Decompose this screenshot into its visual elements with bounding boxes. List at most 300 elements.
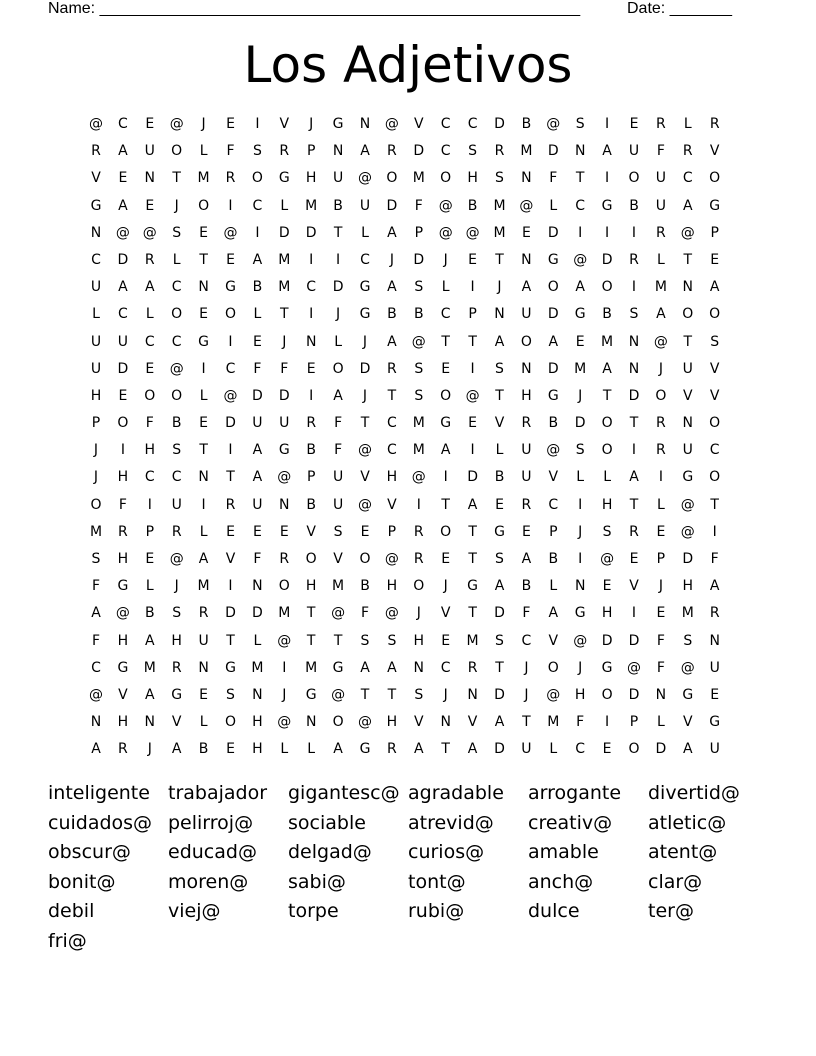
grid-letter: N (305, 714, 317, 731)
grid-letter: T (468, 523, 477, 540)
grid-letter: L (441, 279, 450, 296)
grid-letter: I (147, 496, 152, 513)
grid-letter: G (117, 578, 129, 595)
word-bank-row (48, 837, 788, 867)
grid-letter: V (360, 469, 370, 486)
grid-letter: L (92, 306, 100, 323)
grid-letter: T (441, 333, 450, 350)
grid-letter: L (656, 251, 665, 268)
grid-letter: D (467, 469, 478, 486)
grid-letter: I (605, 714, 610, 731)
grid-letter: U (682, 442, 693, 459)
grid-letter: J (524, 686, 529, 703)
word-bank-row (48, 867, 788, 897)
grid-letter: G (359, 279, 371, 296)
grid-letter: J (174, 197, 179, 214)
grid-letter: E (252, 333, 262, 350)
grid-letter: S (414, 360, 424, 377)
grid-letter: R (656, 116, 666, 132)
grid-letter: U (655, 197, 667, 214)
word-bank-item: agradable (408, 782, 504, 804)
grid-letter: N (521, 170, 532, 187)
grid-letter: T (226, 469, 235, 486)
grid-letter: S (495, 551, 504, 567)
grid-letter: R (656, 224, 666, 241)
grid-letter: V (225, 551, 236, 567)
grid-letter: V (629, 578, 639, 595)
grid-letter: C (709, 442, 720, 459)
grid-letter: B (144, 605, 155, 622)
grid-letter: M (197, 578, 210, 595)
grid-letter: O (332, 360, 344, 377)
grid-letter: S (226, 686, 235, 703)
grid-letter: A (467, 496, 478, 513)
grid-letter: U (252, 496, 263, 513)
grid-letter: R (467, 659, 478, 676)
grid-letter: S (575, 442, 585, 459)
grid-letter: E (199, 415, 209, 432)
grid-letter: I (470, 360, 475, 377)
grid-letter: O (117, 415, 129, 432)
grid-letter: B (494, 469, 505, 486)
grid-row (83, 193, 733, 220)
grid-letter: N (144, 170, 156, 187)
grid-letter: E (521, 523, 531, 540)
grid-letter: J (578, 387, 583, 404)
grid-letter: B (467, 197, 478, 214)
grid-letter: R (629, 251, 639, 268)
grid-letter: V (118, 686, 128, 703)
grid-letter: T (333, 632, 343, 649)
grid-letter: H (144, 442, 156, 459)
grid-letter: M (493, 197, 506, 214)
grid-letter: G (305, 686, 317, 703)
grid-letter: H (171, 632, 182, 649)
grid-letter: A (387, 333, 397, 350)
grid-letter: V (548, 632, 559, 649)
grid-letter: V (709, 143, 720, 160)
grid-letter: V (683, 714, 693, 731)
grid-letter: J (93, 469, 99, 486)
grid-letter: D (601, 251, 613, 268)
grid-letter: U (90, 360, 102, 377)
grid-letter: S (333, 523, 343, 540)
grid-letter: @ (384, 605, 399, 622)
grid-letter: @ (680, 523, 695, 540)
grid-letter: I (228, 333, 233, 350)
grid-letter: G (359, 306, 371, 323)
grid-letter: P (145, 523, 155, 540)
grid-letter: A (118, 197, 128, 214)
grid-letter: N (574, 143, 586, 160)
grid-letter: N (628, 333, 640, 350)
grid-letter: O (171, 387, 183, 404)
grid-letter: B (333, 197, 343, 214)
grid-letter: N (359, 116, 371, 132)
grid-row (83, 356, 733, 383)
grid-letter: S (172, 442, 182, 459)
grid-letter: U (682, 360, 693, 377)
grid-letter: M (197, 170, 210, 187)
grid-letter: D (117, 251, 129, 268)
grid-letter: @ (169, 116, 184, 132)
grid-letter: G (547, 387, 559, 404)
grid-letter: E (468, 251, 478, 268)
grid-letter: T (333, 224, 343, 241)
word-bank-item: divertid@ (648, 782, 740, 804)
grid-letter: R (279, 551, 290, 567)
grid-letter: O (601, 279, 613, 296)
grid-letter: P (306, 143, 316, 160)
grid-letter: U (252, 415, 263, 432)
grid-letter: M (251, 659, 264, 676)
word-bank-row (48, 896, 788, 926)
grid-letter: J (578, 523, 583, 540)
grid-letter: V (440, 605, 451, 622)
grid-letter: F (576, 714, 585, 731)
grid-letter: A (252, 442, 263, 459)
grid-row (83, 600, 733, 627)
word-bank-item: curios@ (408, 841, 485, 864)
grid-letter: B (521, 578, 532, 595)
grid-letter: S (575, 116, 585, 132)
word-bank-item: fri@ (48, 929, 87, 952)
grid-letter: D (682, 551, 694, 567)
grid-letter: @ (277, 469, 292, 486)
grid-letter: N (521, 360, 532, 377)
grid-letter: D (278, 387, 290, 404)
grid-letter: E (629, 551, 639, 567)
grid-letter: J (309, 116, 314, 132)
grid-letter: C (91, 251, 101, 268)
grid-letter: S (172, 605, 182, 622)
grid-letter: N (332, 143, 344, 160)
grid-row (83, 464, 733, 491)
grid-letter: L (361, 224, 369, 241)
grid-letter: L (549, 741, 558, 758)
grid-letter: V (171, 714, 182, 731)
grid-letter: I (309, 251, 314, 268)
grid-letter: @ (627, 659, 641, 676)
grid-letter: T (199, 251, 208, 268)
grid-letter: T (629, 496, 639, 513)
grid-letter: M (278, 605, 291, 622)
grid-letter: H (386, 714, 398, 731)
grid-letter: I (255, 116, 260, 132)
grid-letter: S (468, 143, 478, 160)
grid-letter: N (90, 224, 102, 241)
grid-letter: R (387, 143, 397, 160)
grid-letter: T (172, 170, 181, 187)
grid-letter: G (90, 197, 102, 214)
grid-letter: R (118, 523, 128, 540)
grid-letter: T (387, 387, 397, 404)
grid-letter: U (279, 415, 290, 432)
grid-letter: R (171, 523, 182, 540)
word-bank-item: atent@ (648, 841, 718, 864)
word-bank-item: cuidados@ (48, 811, 153, 834)
grid-letter: G (278, 442, 290, 459)
date-field-label: Date: _______ (627, 0, 732, 17)
grid-letter: T (710, 496, 719, 513)
grid-letter: @ (277, 714, 292, 731)
grid-letter: @ (546, 442, 561, 459)
grid-letter: I (255, 224, 260, 241)
grid-letter: S (495, 632, 504, 649)
grid-letter: C (144, 469, 155, 486)
grid-letter: G (225, 659, 236, 676)
grid-letter: I (443, 469, 448, 486)
grid-letter: J (443, 251, 448, 268)
grid-letter: @ (384, 116, 399, 132)
grid-letter: B (171, 415, 182, 432)
word-bank-item: dulce (528, 900, 580, 923)
grid-letter: A (145, 686, 155, 703)
grid-letter: H (305, 578, 317, 595)
grid-letter: M (654, 279, 667, 296)
grid-letter: B (521, 116, 532, 132)
grid-letter: E (656, 523, 666, 540)
grid-letter: H (467, 170, 478, 187)
word-bank-item: bonit@ (48, 870, 116, 893)
grid-letter: C (171, 469, 182, 486)
word-bank-item: creativ@ (528, 811, 613, 834)
grid-letter: D (547, 143, 559, 160)
grid-letter: A (683, 741, 693, 758)
grid-letter: A (145, 279, 155, 296)
grid-letter: A (360, 659, 370, 676)
grid-letter: E (521, 224, 531, 241)
grid-letter: E (145, 360, 155, 377)
grid-letter: O (709, 306, 721, 323)
grid-letter: D (547, 306, 559, 323)
grid-letter: S (91, 551, 101, 567)
grid-row (83, 682, 733, 709)
grid-letter: U (332, 170, 344, 187)
grid-letter: I (578, 224, 583, 241)
page-title: Los Adjetivos (243, 36, 573, 94)
grid-letter: C (360, 251, 370, 268)
grid-letter: L (172, 251, 181, 268)
grid-letter: G (682, 469, 694, 486)
grid-letter: @ (358, 170, 372, 187)
grid-letter: S (252, 143, 262, 160)
grid-row (83, 655, 733, 682)
grid-letter: V (414, 714, 424, 731)
grid-letter: O (709, 170, 721, 187)
grid-letter: T (495, 251, 504, 268)
grid-letter: O (386, 170, 398, 187)
grid-letter: A (387, 659, 397, 676)
grid-letter: U (521, 306, 532, 323)
grid-letter: H (117, 551, 129, 567)
grid-letter: A (548, 333, 559, 350)
word-bank-item: anch@ (528, 870, 594, 893)
grid-letter: M (412, 442, 425, 459)
grid-letter: D (413, 251, 425, 268)
grid-letter: A (118, 279, 128, 296)
grid-letter: R (413, 551, 424, 567)
grid-letter: F (253, 551, 262, 567)
grid-letter: E (145, 551, 155, 567)
grid-letter: @ (411, 469, 426, 486)
grid-letter: R (413, 523, 424, 540)
grid-letter: D (359, 360, 371, 377)
grid-letter: D (494, 605, 505, 622)
grid-letter: N (305, 333, 317, 350)
grid-letter: E (145, 197, 155, 214)
grid-letter: O (628, 170, 640, 187)
word-bank-item: inteligente (48, 782, 150, 804)
grid-letter: S (495, 170, 504, 187)
grid-letter: C (467, 116, 478, 132)
grid-letter: E (226, 523, 235, 540)
grid-letter: T (441, 496, 450, 513)
grid-letter: P (656, 551, 666, 567)
grid-letter: E (252, 523, 262, 540)
grid-letter: M (574, 360, 587, 377)
grid-letter: U (521, 469, 532, 486)
grid-row (83, 329, 733, 356)
grid-letter: S (683, 632, 693, 649)
grid-letter: C (387, 415, 397, 432)
grid-letter: F (656, 632, 665, 649)
grid-letter: E (145, 116, 155, 132)
grid-letter: H (413, 632, 425, 649)
grid-letter: I (228, 197, 233, 214)
grid-letter: @ (358, 442, 372, 459)
grid-letter: G (601, 197, 613, 214)
grid-letter: H (117, 469, 129, 486)
grid-row (83, 138, 733, 165)
grid-letter: D (601, 632, 613, 649)
grid-letter: C (91, 659, 101, 676)
grid-letter: F (656, 659, 665, 676)
grid-letter: H (90, 387, 102, 404)
grid-letter: S (360, 632, 370, 649)
grid-letter: T (360, 415, 370, 432)
grid-letter: @ (438, 197, 453, 214)
grid-letter: V (494, 415, 505, 432)
grid-letter: D (305, 224, 317, 241)
grid-letter: A (91, 605, 101, 622)
grid-letter: I (228, 442, 233, 459)
grid-letter: A (333, 387, 343, 404)
grid-letter: R (387, 360, 397, 377)
grid-letter: O (198, 197, 210, 214)
grid-letter: R (494, 143, 505, 160)
grid-letter: E (199, 306, 209, 323)
grid-letter: J (362, 387, 368, 404)
grid-letter: U (144, 143, 155, 160)
grid-letter: C (144, 333, 155, 350)
grid-letter: O (547, 659, 559, 676)
grid-letter: J (147, 741, 152, 758)
grid-letter: R (709, 605, 720, 622)
grid-letter: @ (680, 224, 695, 241)
grid-letter: A (548, 605, 559, 622)
grid-letter: O (709, 469, 721, 486)
grid-letter: @ (89, 686, 103, 703)
grid-letter: J (282, 333, 287, 350)
grid-letter: E (360, 523, 370, 540)
grid-letter: N (467, 686, 478, 703)
grid-row (83, 383, 733, 410)
grid-letter: R (656, 415, 666, 432)
grid-letter: F (280, 360, 289, 377)
grid-letter: I (336, 251, 341, 268)
grid-letter: J (389, 251, 394, 268)
grid-letter: S (414, 387, 424, 404)
grid-letter: @ (169, 551, 184, 567)
grid-letter: T (683, 251, 693, 268)
grid-letter: D (225, 415, 236, 432)
grid-letter: L (307, 741, 316, 758)
word-bank-item: obscur@ (48, 841, 131, 864)
grid-letter: M (332, 578, 345, 595)
grid-letter: P (629, 714, 639, 731)
grid-letter: I (470, 279, 475, 296)
grid-letter: A (467, 741, 478, 758)
grid-row (83, 519, 733, 546)
grid-letter: R (682, 143, 693, 160)
grid-letter: H (252, 741, 263, 758)
grid-letter: L (145, 578, 154, 595)
grid-letter: E (199, 686, 209, 703)
grid-letter: E (226, 741, 235, 758)
grid-letter: D (117, 360, 129, 377)
grid-letter: O (440, 387, 452, 404)
grid-letter: D (494, 741, 505, 758)
grid-letter: N (198, 659, 209, 676)
grid-letter: O (90, 496, 102, 513)
grid-letter: N (413, 659, 425, 676)
grid-letter: B (252, 279, 263, 296)
grid-letter: E (629, 116, 639, 132)
grid-letter: L (253, 306, 262, 323)
grid-letter: H (386, 469, 398, 486)
grid-letter: R (306, 415, 317, 432)
grid-letter: O (655, 387, 667, 404)
grid-letter: U (655, 170, 667, 187)
grid-letter: A (521, 279, 532, 296)
word-bank-row (48, 926, 788, 956)
grid-letter: L (495, 442, 504, 459)
grid-letter: S (602, 523, 612, 540)
grid-letter: D (252, 387, 263, 404)
grid-letter: I (201, 360, 206, 377)
grid-letter: @ (115, 224, 130, 241)
grid-letter: I (605, 224, 610, 241)
grid-letter: T (495, 387, 504, 404)
grid-letter: F (656, 143, 665, 160)
grid-letter: A (494, 578, 505, 595)
grid-letter: C (521, 632, 532, 649)
grid-letter: O (601, 415, 613, 432)
grid-letter: @ (169, 360, 184, 377)
grid-letter: @ (653, 333, 668, 350)
grid-letter: L (199, 143, 208, 160)
grid-letter: P (710, 224, 719, 241)
grid-letter: J (201, 116, 206, 132)
grid-letter: T (280, 306, 289, 323)
grid-letter: O (682, 306, 694, 323)
grid-letter: U (709, 741, 720, 758)
grid-letter: D (494, 116, 505, 132)
grid-row (83, 437, 733, 464)
grid-letter: L (683, 116, 692, 132)
grid-letter: N (144, 714, 156, 731)
